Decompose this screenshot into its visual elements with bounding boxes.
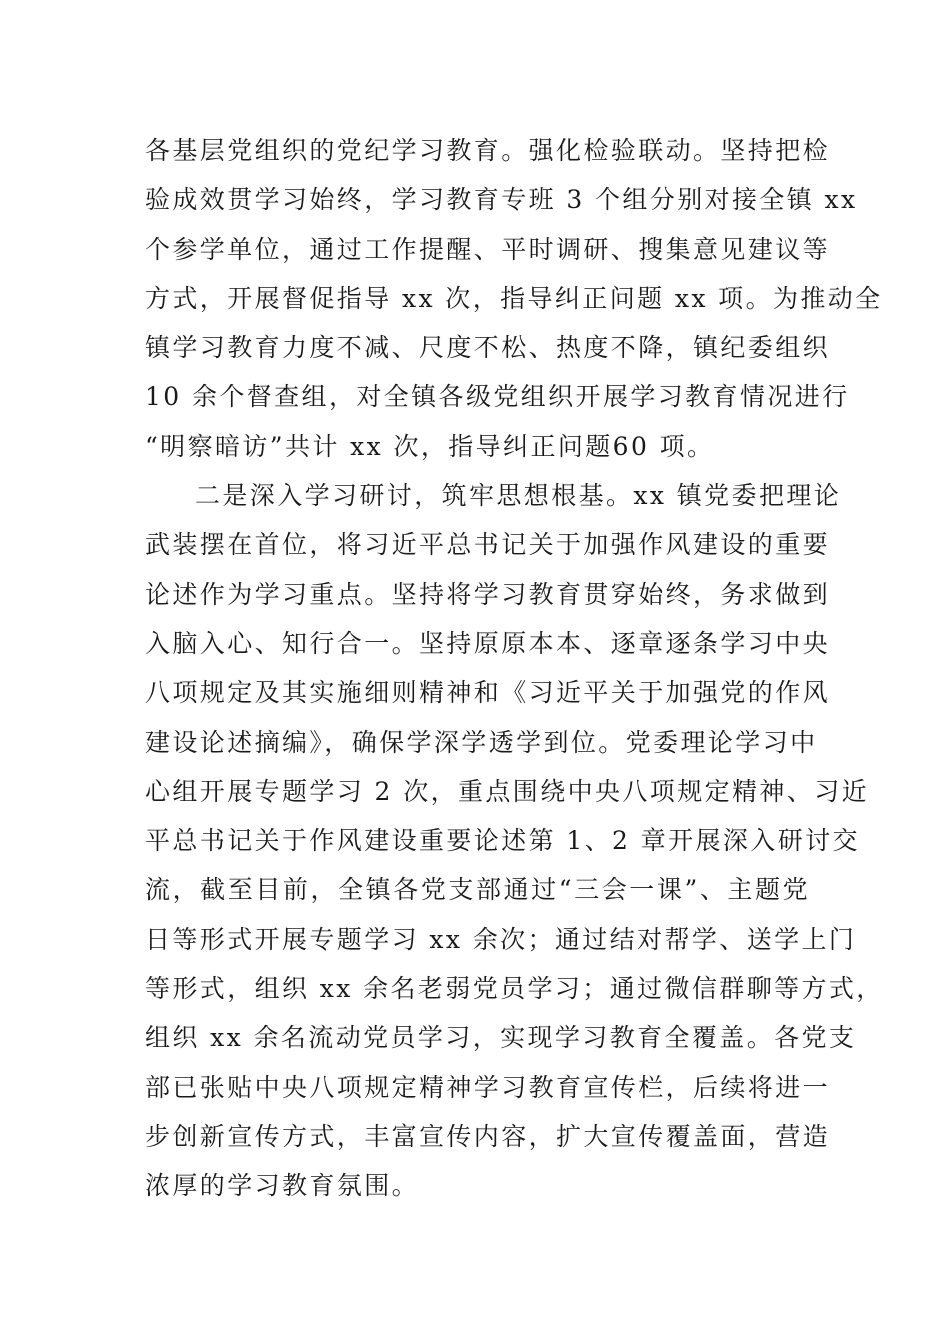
text-line: 平总书记关于作风建设重要论述第 1、2 章开展深入研讨交 [145, 826, 860, 856]
text-line: 武装摆在首位，将习近平总书记关于加强作风建设的重要 [145, 530, 831, 560]
text-line: 部已张贴中央八项规定精神学习教育宣传栏，后续将进一 [145, 1072, 831, 1102]
text-line: 心组开展专题学习 2 次，重点围绕中央八项规定精神、习近 [145, 776, 870, 806]
text-line: 10 余个督查组，对全镇各级党组织开展学习教育情况进行 [145, 382, 850, 412]
text-line: 论述作为学习重点。坚持将学习教育贯穿始终，务求做到 [145, 579, 831, 609]
text-line: 入脑入心、知行合一。坚持原原本本、逐章逐条学习中央 [145, 628, 831, 658]
text-line: 方式，开展督促指导 xx 次，指导纠正问题 xx 项。为推动全 [145, 283, 883, 313]
text-line-last: 浓厚的学习教育氛围。 [145, 1171, 420, 1201]
text-line: 八项规定及其实施细则精神和《习近平关于加强党的作风 [145, 678, 831, 708]
text-line: 镇学习教育力度不减、尺度不松、热度不降，镇纪委组织 [145, 333, 831, 363]
text-line: 步创新宣传方式，丰富宣传内容，扩大宣传覆盖面，营造 [145, 1121, 831, 1151]
text-line: 组织 xx 余名流动党员学习，实现学习教育全覆盖。各党支 [145, 1023, 857, 1053]
text-line: 验成效贯学习始终，学习教育专班 3 个组分别对接全镇 xx [145, 185, 858, 215]
text-line: 各基层党组织的党纪学习教育。强化检验联动。坚持把检 [145, 136, 831, 165]
text-line: 等形式，组织 xx 余名老弱党员学习；通过微信群聊等方式， [145, 974, 884, 1004]
paragraph-study-research [145, 471, 884, 1210]
text-line: 建设论述摘编》，确保学深学透学到位。党委理论学习中 [145, 727, 818, 757]
text-line-last: “明察暗访”共计 xx 次，指导纠正问题60 项。 [145, 431, 715, 461]
text-line: 个参学单位，通过工作提醒、平时调研、搜集意见建议等 [145, 234, 831, 264]
document-body [145, 126, 884, 1211]
text-line-first: 二是深入学习研讨，筑牢思想根基。xx 镇党委把理论 [195, 481, 842, 511]
text-line: 流，截至目前，全镇各党支部通过“三会一课”、主题党 [145, 875, 810, 905]
paragraph-inspection [145, 126, 883, 471]
text-line: 日等形式开展专题学习 xx 余次；通过结对帮学、送学上门 [145, 924, 857, 954]
